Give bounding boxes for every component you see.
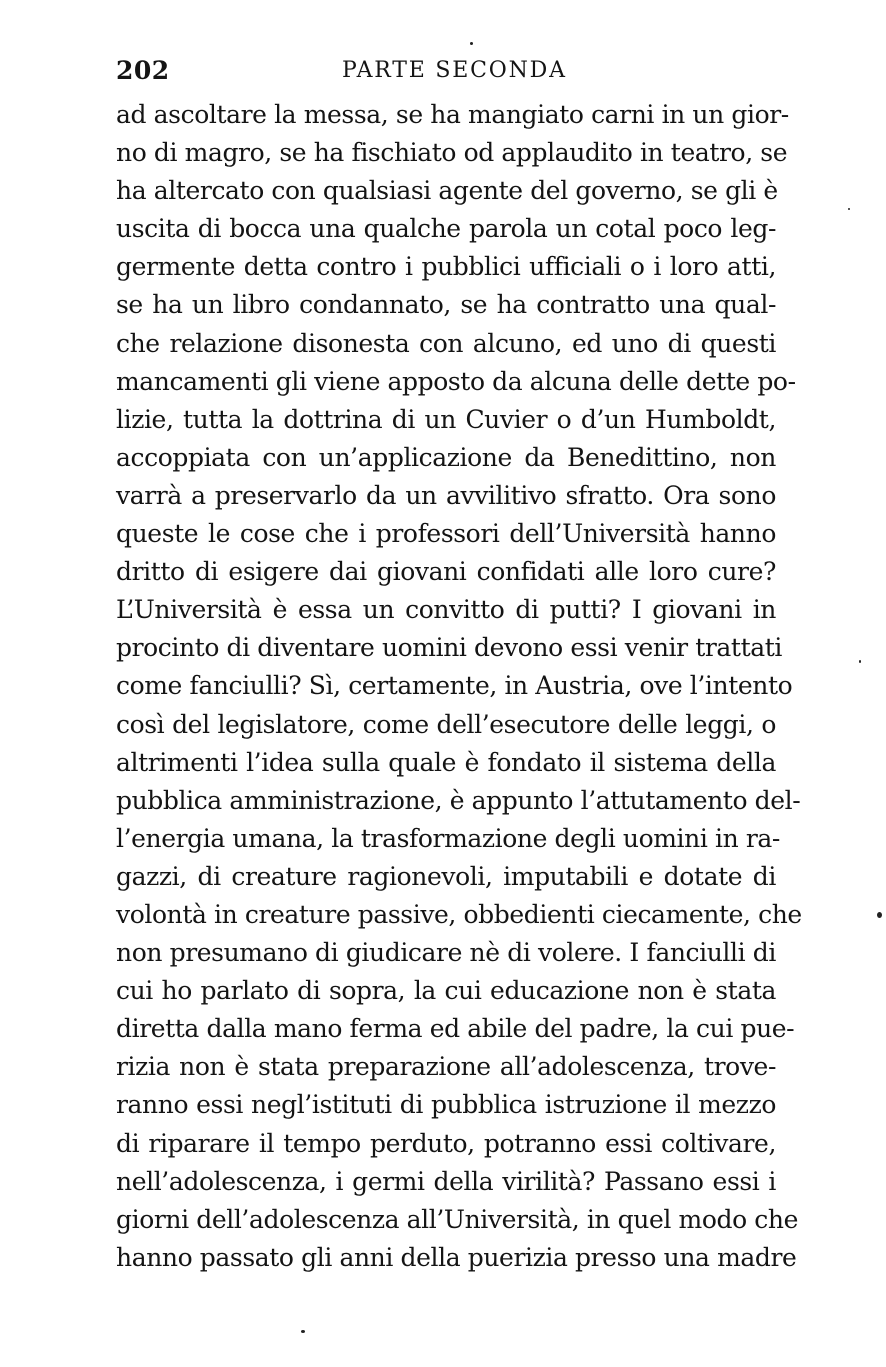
text-line: diretta dalla mano ferma ed abile del padre, la cui pue-: [116, 1014, 795, 1044]
text-line: mancamenti gli viene apposto da alcuna delle dette po-: [116, 366, 796, 396]
page-number: 202: [116, 56, 170, 85]
scan-speck: [848, 208, 850, 210]
text-line: giorni dell’adolescenza all’Università, in quel modo che: [116, 1204, 798, 1234]
text-line: che relazione disonesta con alcuno, ed uno di questi: [116, 328, 776, 358]
scan-speck: [859, 660, 861, 663]
scan-speck: [301, 1330, 305, 1333]
text-line: ranno essi negl’istituti di pubblica istruzione il mezzo: [116, 1090, 776, 1120]
text-line: hanno passato gli anni della puerizia presso una madre: [116, 1242, 797, 1272]
text-line: se ha un libro condannato, se ha contratto una qual-: [116, 290, 776, 320]
text-line: l’energia umana, la trasformazione degli uomini in ra-: [116, 823, 780, 853]
text-line: così del legislatore, come dell’esecutore delle leggi, o: [116, 709, 776, 739]
text-line: di riparare il tempo perduto, potranno essi coltivare,: [116, 1128, 776, 1158]
text-line: rizia non è stata preparazione all’adolescenza, trove-: [116, 1052, 776, 1082]
text-line: procinto di diventare uomini devono essi venir trattati: [116, 633, 782, 663]
text-line: queste le cose che i professori dell’Università hanno: [116, 519, 776, 549]
text-line: non presumano di giudicare nè di volere. I fanciulli di: [116, 938, 776, 968]
running-head: [116, 56, 776, 92]
text-line: come fanciulli? Sì, certamente, in Austria, ove l’intento: [116, 671, 793, 701]
text-line: cui ho parlato di sopra, la cui educazione non è stata: [116, 976, 776, 1006]
text-line: L’Università è essa un convitto di putti? I giovani in: [116, 595, 776, 625]
text-line: dritto di esigere dai giovani confidati alle loro cure?: [116, 557, 776, 587]
body-text: [116, 96, 802, 1277]
text-line: uscita di bocca una qualche parola un cotal poco leg-: [116, 214, 776, 244]
scan-speck: [877, 912, 882, 918]
text-line: ha altercato con qualsiasi agente del governo, se gli è: [116, 176, 778, 206]
text-line: ad ascoltare la messa, se ha mangiato carni in un gior-: [116, 100, 789, 129]
text-line: altrimenti l’idea sulla quale è fondato il sistema della: [116, 747, 776, 777]
text-line: pubblica amministrazione, è appunto l’attutamento del-: [116, 785, 801, 815]
text-line: varrà a preservarlo da un avvilitivo sfratto. Ora sono: [116, 480, 776, 510]
text-line: accoppiata con un’applicazione da Benedittino, non: [116, 442, 776, 472]
scan-speck: [470, 42, 473, 45]
text-line: lizie, tutta la dottrina di un Cuvier o d’un Humboldt,: [116, 404, 776, 434]
section-title: PARTE SECONDA: [342, 58, 567, 83]
text-line: volontà in creature passive, obbedienti ciecamente, che: [116, 899, 802, 929]
text-line: nell’adolescenza, i germi della virilità? Passano essi i: [116, 1166, 776, 1196]
text-line: gazzi, di creature ragionevoli, imputabili e dotate di: [116, 861, 776, 891]
text-line: germente detta contro i pubblici ufficiali o i loro atti,: [116, 252, 776, 282]
text-line: no di magro, se ha fischiato od applaudito in teatro, se: [116, 138, 788, 168]
